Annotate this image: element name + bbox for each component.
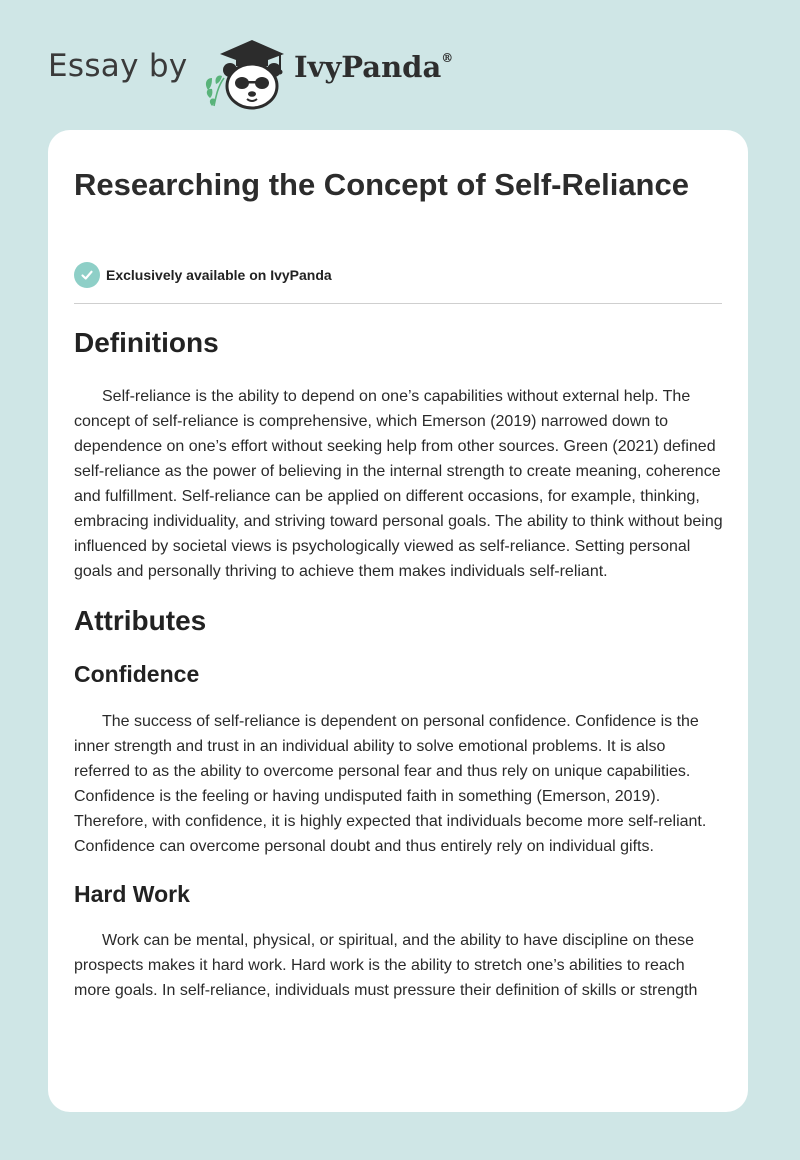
site-header xyxy=(48,30,548,110)
badge-label: Exclusively available on IvyPanda xyxy=(106,267,332,283)
exclusive-badge xyxy=(74,262,332,288)
essay-by-label: Essay by xyxy=(48,48,188,84)
paragraph-confidence: The success of self-reliance is dependent on personal confidence. Confidence is the inner strength and trust in an individual ability to solve emotional problems. It is also referred to as the ability to overcome personal fear and thus rely on unique capabilities. Confidence is the feeling or having undisputed faith in something (Emerson, 2019). Therefore, with confidence, it is highly expected that individuals become more self-reliant. Confidence can overcome personal doubt and thus entirely rely on individual gifts. xyxy=(74,713,707,855)
subheading-confidence: Confidence xyxy=(74,661,200,687)
brand-name: IvyPanda xyxy=(294,50,442,84)
registered-mark: ® xyxy=(441,51,454,66)
article-title: Researching the Concept of Self-Reliance xyxy=(74,167,689,202)
paragraph-definitions: Self-reliance is the ability to depend on one’s capabilities without external help. The concept of self-reliance is comprehensive, which Emerson (2019) narrowed down to dependence on one’s effort without seeking help from other sources. Green (2021) defined self-reliance as the power of believing in the internal strength to create meaning, coherence and fulfillment. Self-reliance can be applied on different occasions, for example, thinking, embracing individuality, and striving toward personal goals. The ability to think without being influenced by societal views is psychologically viewed as self-reliance. Setting personal goals and personally thriving to achieve them makes individuals self-reliant. xyxy=(74,388,723,580)
paragraph-hard-work: Work can be mental, physical, or spiritual, and the ability to have discipline on these prospects makes it hard work. Hard work is the ability to stretch one’s abilities to reach more goals. In self-reliance, individuals must pressure their definition of skills or strength xyxy=(74,932,698,999)
article-card xyxy=(48,130,748,1112)
panda-graduate-icon[interactable] xyxy=(200,32,290,112)
article-body xyxy=(74,326,724,1003)
subheading-hard-work: Hard Work xyxy=(74,881,190,907)
brand-logo-text[interactable] xyxy=(294,50,453,84)
divider xyxy=(74,303,722,304)
check-icon xyxy=(74,262,100,288)
section-heading-definitions: Definitions xyxy=(74,327,219,358)
section-heading-attributes: Attributes xyxy=(74,605,207,636)
